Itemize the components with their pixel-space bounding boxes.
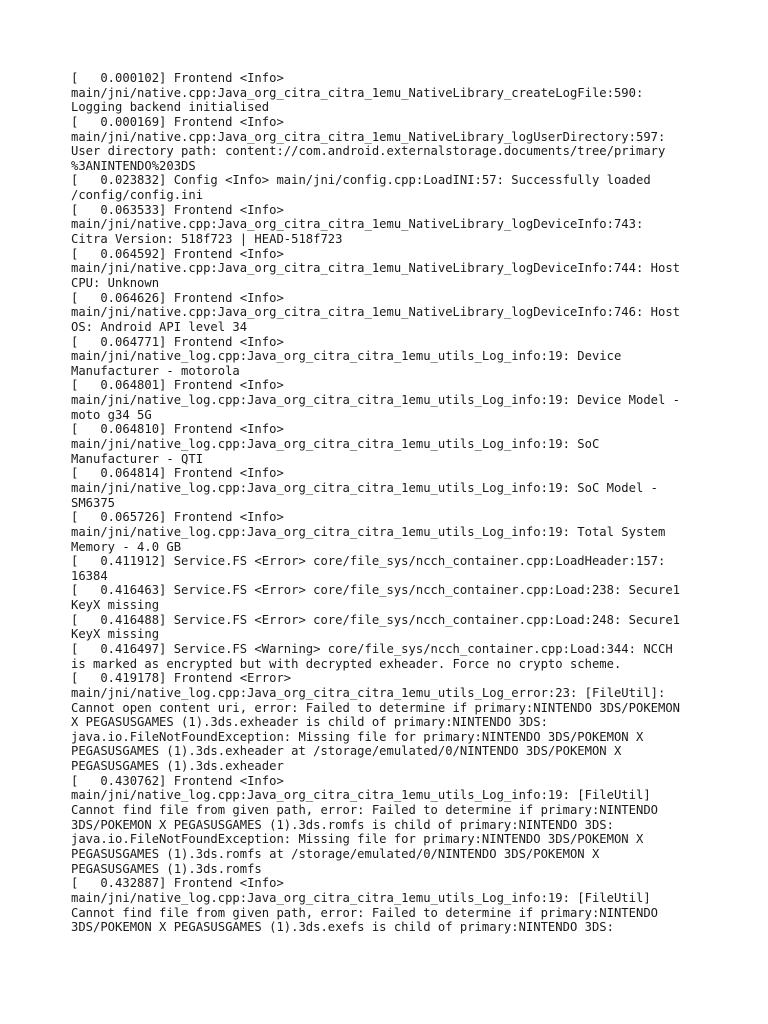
log-line: main/jni/native_log.cpp:Java_org_citra_citra_1emu_utils_Log_info:19: Device	[71, 349, 622, 364]
log-line: main/jni/native.cpp:Java_org_citra_citra_1emu_NativeLibrary_logDeviceInfo:746: Host	[71, 305, 681, 320]
log-line: [ 0.064814] Frontend <Info>	[71, 466, 284, 481]
log-line: main/jni/native_log.cpp:Java_org_citra_citra_1emu_utils_Log_info:19: [FileUtil]	[71, 890, 651, 905]
log-line: [ 0.064810] Frontend <Info>	[71, 422, 284, 437]
log-line: [ 0.023832] Config <Info> main/jni/config.cpp:LoadINI:57: Successfully loaded	[71, 173, 651, 188]
log-line: SM6375	[71, 495, 116, 510]
log-line: X PEGASUSGAMES (1).3ds.exheader is child of primary:NINTENDO 3DS:	[71, 715, 548, 730]
log-line: [ 0.416488] Service.FS <Error> core/file_sys/ncch_container.cpp:Load:248: Secure1	[71, 612, 681, 627]
log-line: OS: Android API level 34	[71, 319, 248, 334]
log-line: Cannot open content uri, error: Failed to determine if primary:NINTENDO 3DS/POKEMON	[71, 700, 681, 715]
log-line: [ 0.000102] Frontend <Info>	[71, 71, 284, 85]
log-line: java.io.FileNotFoundException: Missing file for primary:NINTENDO 3DS/POKEMON X	[71, 729, 644, 744]
log-line: CPU: Unknown	[71, 275, 160, 290]
log-line: main/jni/native_log.cpp:Java_org_citra_citra_1emu_utils_Log_info:19: SoC Model -	[71, 480, 658, 495]
log-line: main/jni/native_log.cpp:Java_org_citra_citra_1emu_utils_Log_info:19: SoC	[71, 437, 600, 452]
log-line: KeyX missing	[71, 598, 160, 613]
log-line: java.io.FileNotFoundException: Missing file for primary:NINTENDO 3DS/POKEMON X	[71, 832, 644, 847]
log-line: main/jni/native_log.cpp:Java_org_citra_citra_1emu_utils_Log_error:23: [FileUtil]:	[71, 685, 666, 700]
log-line: Citra Version: 518f723 | HEAD-518f723	[71, 232, 343, 247]
log-line: [ 0.432887] Frontend <Info>	[71, 876, 284, 891]
log-line: PEGASUSGAMES (1).3ds.romfs	[71, 861, 262, 876]
log-line: [ 0.419178] Frontend <Error>	[71, 671, 292, 686]
log-line: [ 0.065726] Frontend <Info>	[71, 510, 284, 525]
log-line: main/jni/native_log.cpp:Java_org_citra_citra_1emu_utils_Log_info:19: Total System	[71, 524, 666, 539]
log-line: Cannot find file from given path, error: Failed to determine if primary:NINTENDO	[71, 803, 658, 818]
log-line: Cannot find file from given path, error: Failed to determine if primary:NINTENDO	[71, 905, 658, 920]
log-text	[71, 71, 748, 935]
log-line: 3DS/POKEMON X PEGASUSGAMES (1).3ds.romfs is child of primary:NINTENDO 3DS:	[71, 817, 614, 832]
log-line: Manufacturer - motorola	[71, 363, 240, 378]
log-line: /config/config.ini	[71, 188, 204, 203]
log-line: Memory - 4.0 GB	[71, 539, 182, 554]
log-line: moto g34 5G	[71, 407, 152, 422]
log-line: 16384	[71, 568, 108, 583]
log-line: main/jni/native.cpp:Java_org_citra_citra_1emu_NativeLibrary_logDeviceInfo:744: Host	[71, 261, 681, 276]
log-line: main/jni/native.cpp:Java_org_citra_citra_1emu_NativeLibrary_logUserDirectory:597:	[71, 129, 666, 144]
log-line: main/jni/native_log.cpp:Java_org_citra_citra_1emu_utils_Log_info:19: [FileUtil]	[71, 788, 651, 803]
log-line: main/jni/native.cpp:Java_org_citra_citra_1emu_NativeLibrary_createLogFile:590:	[71, 85, 644, 100]
log-line: Manufacturer - QTI	[71, 451, 204, 466]
log-line: is marked as encrypted but with decrypted exheader. Force no crypto scheme.	[71, 656, 622, 671]
log-line: [ 0.430762] Frontend <Info>	[71, 773, 284, 788]
log-line: [ 0.064626] Frontend <Info>	[71, 290, 284, 305]
log-line: %3ANINTENDO%203DS	[71, 158, 196, 173]
log-line: 3DS/POKEMON X PEGASUSGAMES (1).3ds.exefs is child of primary:NINTENDO 3DS:	[71, 920, 614, 935]
log-line: PEGASUSGAMES (1).3ds.exheader at /storage/emulated/0/NINTENDO 3DS/POKEMON X	[71, 744, 622, 759]
log-line: User directory path: content://com.android.externalstorage.documents/tree/primary	[71, 144, 666, 159]
log-line: [ 0.411912] Service.FS <Error> core/file_sys/ncch_container.cpp:LoadHeader:157:	[71, 554, 666, 569]
log-line: PEGASUSGAMES (1).3ds.romfs at /storage/emulated/0/NINTENDO 3DS/POKEMON X	[71, 846, 600, 861]
log-line: [ 0.064771] Frontend <Info>	[71, 334, 284, 349]
log-line: [ 0.416463] Service.FS <Error> core/file_sys/ncch_container.cpp:Load:238: Secure1	[71, 583, 681, 598]
log-line: [ 0.416497] Service.FS <Warning> core/file_sys/ncch_container.cpp:Load:344: NCCH	[71, 641, 673, 656]
log-line: PEGASUSGAMES (1).3ds.exheader	[71, 759, 284, 774]
log-line: [ 0.000169] Frontend <Info>	[71, 114, 284, 129]
log-line: KeyX missing	[71, 627, 160, 642]
log-line: main/jni/native_log.cpp:Java_org_citra_citra_1emu_utils_Log_info:19: Device Model -	[71, 393, 681, 408]
log-line: [ 0.063533] Frontend <Info>	[71, 202, 284, 217]
log-line: [ 0.064592] Frontend <Info>	[71, 246, 284, 261]
log-line: main/jni/native.cpp:Java_org_citra_citra_1emu_NativeLibrary_logDeviceInfo:743:	[71, 217, 644, 232]
log-line: [ 0.064801] Frontend <Info>	[71, 378, 284, 393]
log-line: Logging backend initialised	[71, 100, 270, 115]
